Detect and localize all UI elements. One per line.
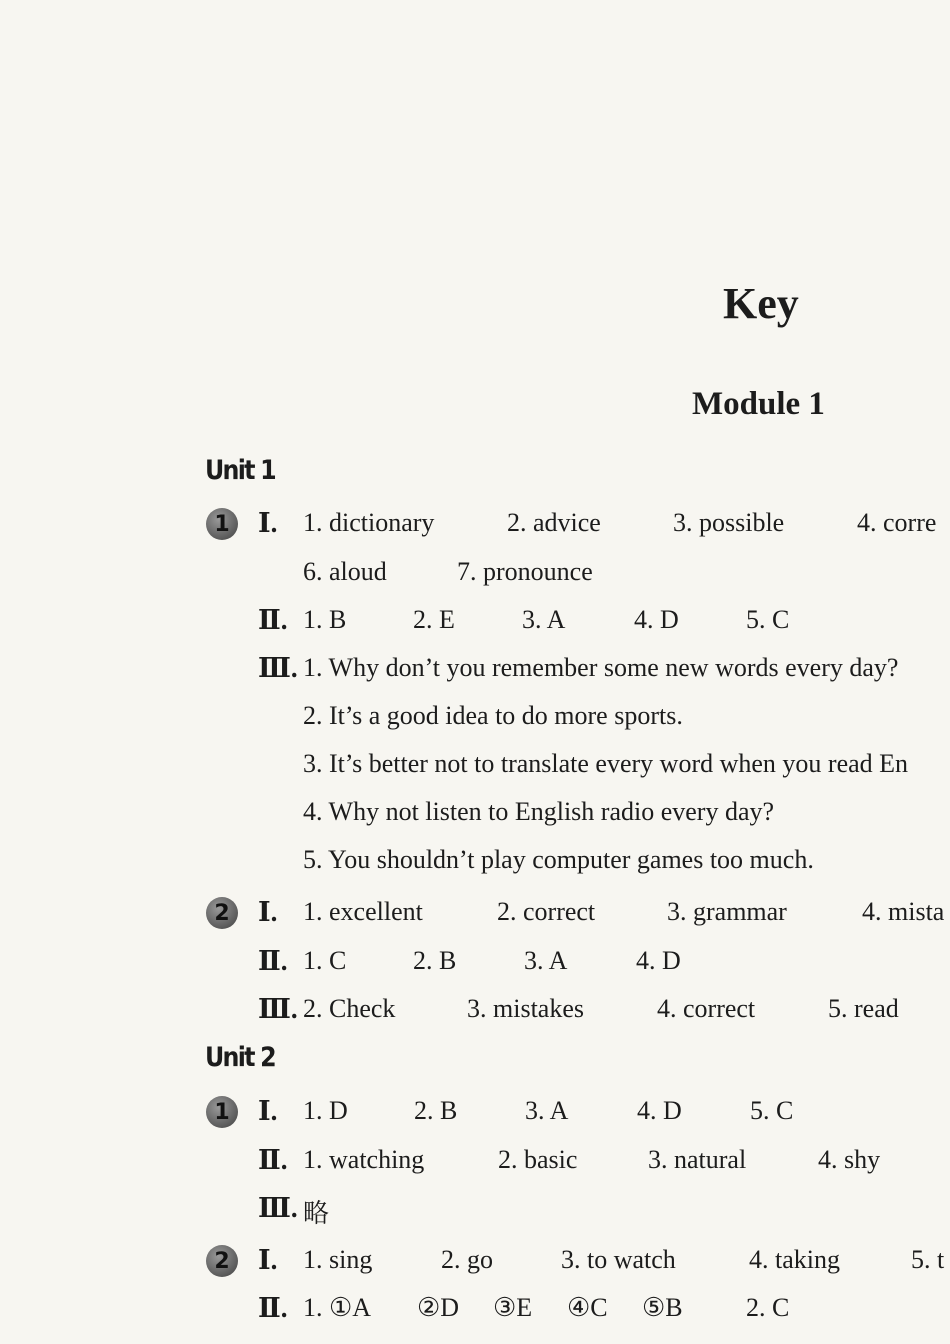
answer: 5. read <box>828 994 899 1023</box>
answer: ⑤B <box>642 1293 683 1322</box>
answer: 4. taking <box>749 1245 840 1274</box>
answer: 5. t <box>911 1245 945 1274</box>
answer: ②D <box>417 1293 460 1322</box>
answer: 4. correct <box>657 994 756 1023</box>
answer: 2. E <box>413 605 455 634</box>
answer-sentence: 4. Why not listen to English radio every day? <box>303 797 775 826</box>
answer: 4. corre <box>857 508 937 537</box>
section-label: Ⅱ. <box>258 1145 288 1175</box>
answer: 4. shy <box>818 1145 881 1174</box>
answer: 2. B <box>413 946 457 975</box>
answer: 2. advice <box>507 508 601 537</box>
answer: 3. mistakes <box>467 994 584 1023</box>
answer: 5. C <box>750 1096 794 1125</box>
section-label: Ⅲ. <box>258 653 298 683</box>
answer-sentence: 3. It’s better not to translate every word when you read En <box>303 749 909 778</box>
answer: 3. grammar <box>667 897 787 926</box>
section-label: Ⅰ. <box>258 897 278 927</box>
exercise-badge: 2 <box>206 1245 238 1277</box>
answer: 1. C <box>303 946 347 975</box>
answer: 1. sing <box>303 1245 373 1274</box>
answer-sentence: 1. Why don’t you remember some new words every day? <box>303 653 899 682</box>
answer: 3. possible <box>673 508 785 537</box>
answer: 3. natural <box>648 1145 747 1174</box>
page-title: Key <box>723 279 799 328</box>
answer: 1. D <box>303 1096 348 1125</box>
answer: 1. B <box>303 605 347 634</box>
answer: 4. mista <box>862 897 945 926</box>
answer-sentence: 2. It’s a good idea to do more sports. <box>303 701 683 730</box>
answer: ④C <box>567 1293 608 1322</box>
unit-heading: Unit 2 <box>205 1042 275 1073</box>
answer: 5. C <box>746 605 790 634</box>
answer: 3. A <box>522 605 566 634</box>
answer: 2. C <box>746 1293 790 1322</box>
answer: 2. Check <box>303 994 396 1023</box>
answer: 1. watching <box>303 1145 425 1174</box>
answer: 6. aloud <box>303 557 387 586</box>
section-label: Ⅰ. <box>258 1096 278 1126</box>
answer: 3. A <box>525 1096 569 1125</box>
section-label: Ⅱ. <box>258 1293 288 1323</box>
answer: 7. pronounce <box>457 557 593 586</box>
answer: 2. correct <box>497 897 596 926</box>
answer: 1. excellent <box>303 897 423 926</box>
answer: 1. ①A <box>303 1293 372 1322</box>
section-label: Ⅰ. <box>258 508 278 538</box>
answer: 2. basic <box>498 1145 578 1174</box>
exercise-badge: 1 <box>206 1096 238 1128</box>
module-heading: Module 1 <box>692 386 825 422</box>
answer: 4. D <box>636 946 681 975</box>
answer: 2. B <box>414 1096 458 1125</box>
answer-sentence: 5. You shouldn’t play computer games too much. <box>303 845 814 874</box>
answer: 略 <box>303 1199 330 1228</box>
exercise-badge: 2 <box>206 897 238 929</box>
unit-heading: Unit 1 <box>205 455 275 486</box>
answer: 2. go <box>441 1245 493 1274</box>
answer: ③E <box>493 1293 533 1322</box>
section-label: Ⅰ. <box>258 1245 278 1275</box>
answer: 1. dictionary <box>303 508 435 537</box>
section-label: Ⅱ. <box>258 946 288 976</box>
section-label: Ⅱ. <box>258 605 288 635</box>
exercise-badge: 1 <box>206 508 238 540</box>
answer: 4. D <box>634 605 679 634</box>
section-label: Ⅲ. <box>258 1193 298 1223</box>
answer: 3. to watch <box>561 1245 676 1274</box>
answer: 4. D <box>637 1096 682 1125</box>
answer: 3. A <box>524 946 568 975</box>
section-label: Ⅲ. <box>258 994 298 1024</box>
